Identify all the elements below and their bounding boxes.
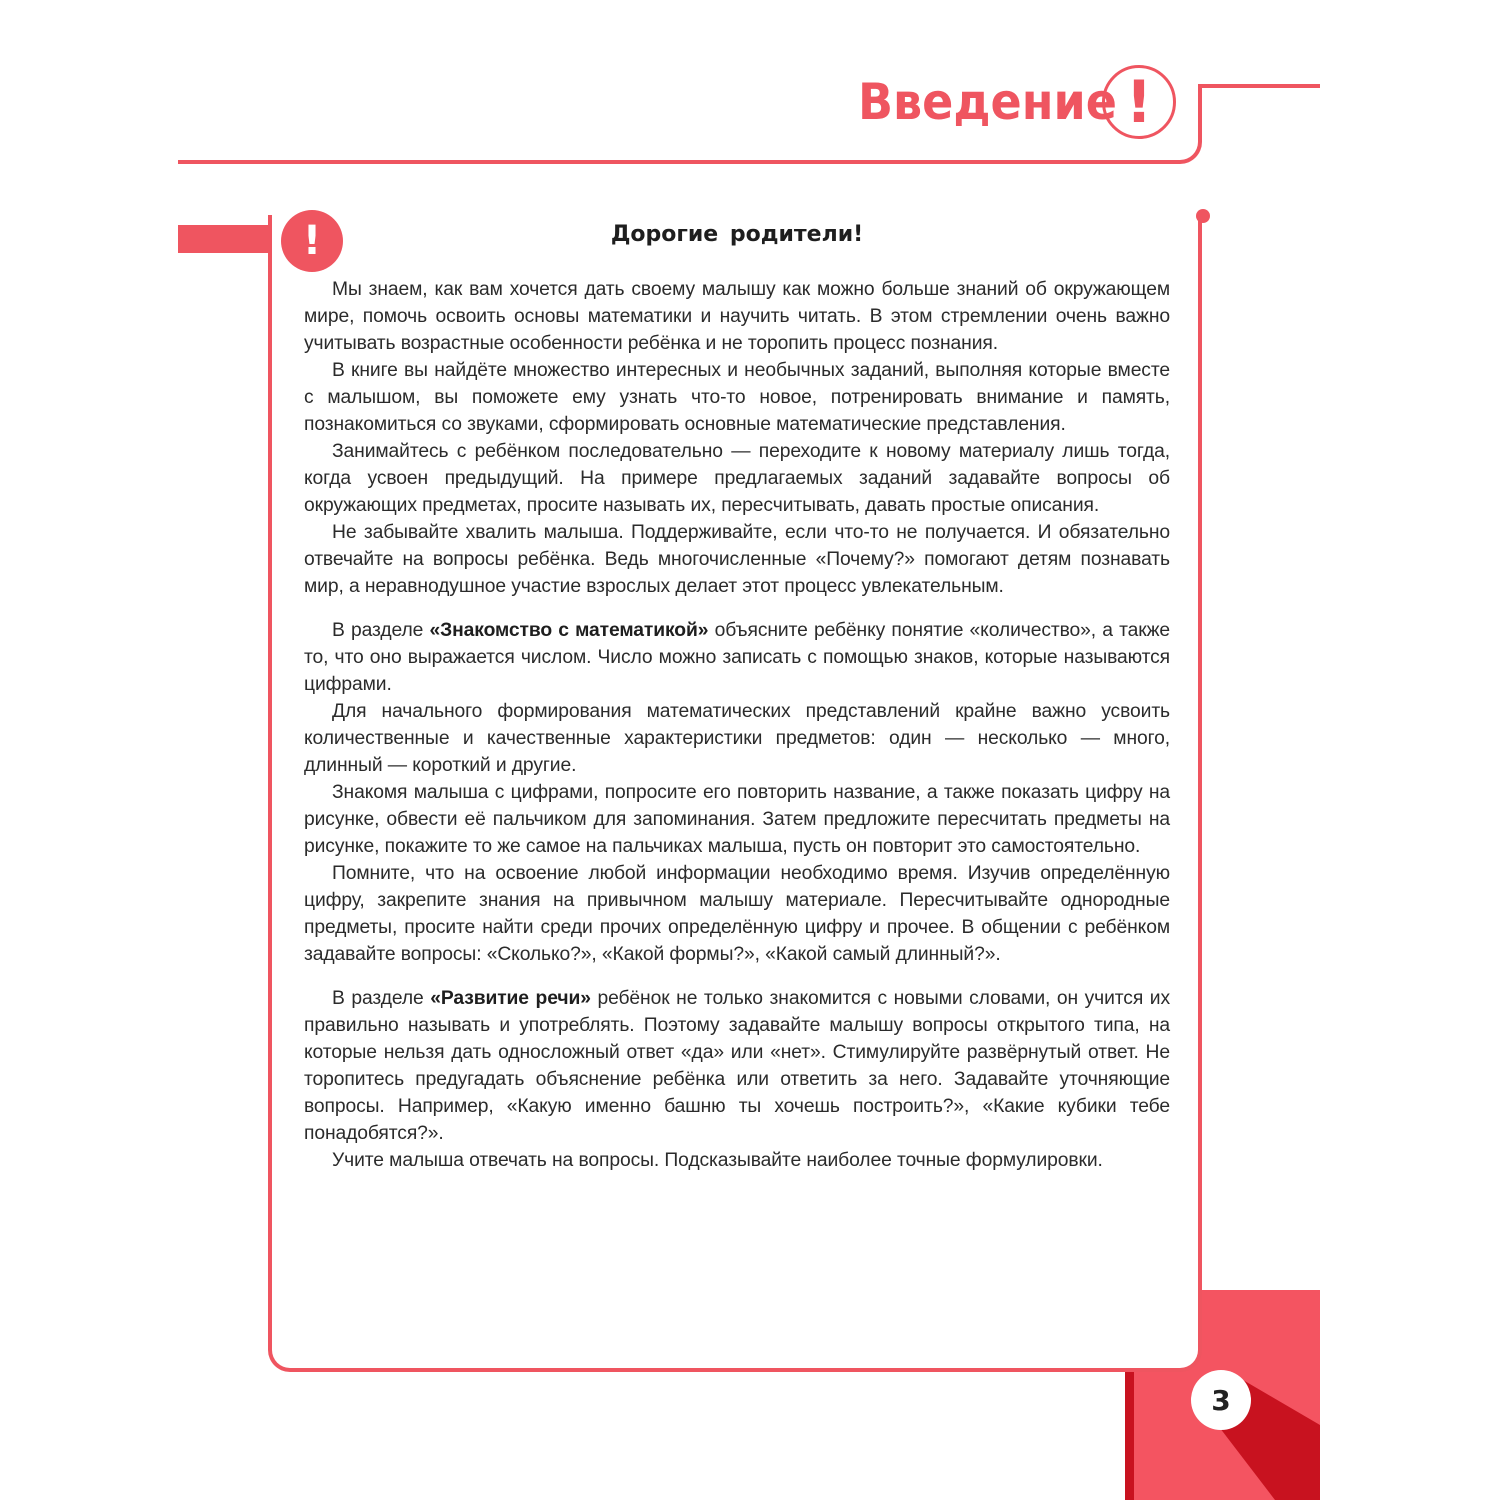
exclamation-circle-icon: [1102, 65, 1176, 139]
section-title: Введение: [858, 73, 1117, 131]
text: В разделе: [332, 620, 430, 641]
paragraph: Не забывайте хвалить малыша. Поддерживайте, если что-то не получается. И обязательно отвечайте на вопросы ребёнка. Ведь многочисленные «Почему?» помогают детям познавать мир, а неравнодушное участие взрослых делает этот процесс увлекательным.: [304, 522, 1170, 597]
text: объясните ребёнку понятие «количество», а также то, что оно выражается числом. Число можно записать с помощью знаков, которые называются цифрами.: [304, 620, 1171, 695]
header-top-line: [1198, 84, 1320, 88]
frame-left-bar: [178, 225, 276, 253]
paragraph: Занимайтесь с ребёнком последовательно — переходите к новому материалу лишь тогда, когда усвоен предыдущий. На примере предлагаемых заданий задавайте вопросы об окружающих предметах, просите называть их, пересчитывать, давать простые описания.: [304, 441, 1170, 516]
frame-dot: [1196, 209, 1210, 223]
paragraph-math-section: [304, 617, 1170, 698]
header-underline: [178, 160, 1178, 164]
text: В разделе: [332, 988, 431, 1009]
paragraph: Мы знаем, как вам хочется дать своему малышу как можно больше знаний об окружающем мире, помочь освоить основы математики и научить читать. В этом стремлении очень важно учитывать возрастные особенности ребёнка и не торопить процесс познания.: [304, 279, 1170, 354]
text: ребёнок не только знакомится с новыми словами, он учится их правильно называть и употреблять. Поэтому задавайте малышу вопросы открытого типа, на которые нельзя дать односложный ответ «да» или «нет». Стимулируйте развёрнутый ответ. Не торопитесь предугадать объяснение ребёнка или ответить за него. Задавайте уточняющие вопросы. Например, «Какую именно башню ты хочешь построить?», «Какие кубики тебе понадобятся?».: [304, 988, 1171, 1144]
paragraph: Знакомя малыша с цифрами, попросите его повторить название, а также показать цифру на рисунке, обвести её пальчиком для запоминания. Затем предложите пересчитать предметы на рисунке, покажите то же самое на пальчиках малыша, пусть он повторит это самостоятельно.: [304, 782, 1170, 857]
paragraph: Помните, что на освоение любой информации необходимо время. Изучив определённую цифру, закрепите знания на привычном малышу материале. Пересчитывайте однородные предметы, просите найти среди прочих определённую цифру и прочее. В общении с ребёнком задавайте вопросы: «Сколько?», «Какой формы?», «Какой самый длинный?».: [304, 863, 1170, 965]
paragraph: Для начального формирования математических представлений крайне важно усвоить количественные и качественные характеристики предметов: один — несколько — много, длинный — короткий и другие.: [304, 701, 1170, 776]
exclamation-glyph: !: [1125, 68, 1153, 136]
header-line-hook: [1178, 84, 1202, 164]
intro-content: [304, 220, 1170, 1174]
paragraph: В книге вы найдёте множество интересных и необычных заданий, выполняя которые вместе с малышом, вы поможете ему узнать что-то новое, потренировать внимание и память, познакомиться со звуками, сформировать основные математические представления.: [304, 360, 1170, 435]
paragraph-speech-section: [304, 985, 1170, 1147]
page-number: 3: [1191, 1370, 1251, 1430]
badge-glyph: !: [302, 218, 322, 264]
section-name-math: «Знакомство с математикой»: [429, 620, 709, 641]
paragraph: Учите малыша отвечать на вопросы. Подсказывайте наиболее точные формулировки.: [332, 1150, 1103, 1171]
greeting-heading: Дорогие родители!: [610, 222, 864, 247]
section-name-speech: «Развитие речи»: [430, 988, 591, 1009]
